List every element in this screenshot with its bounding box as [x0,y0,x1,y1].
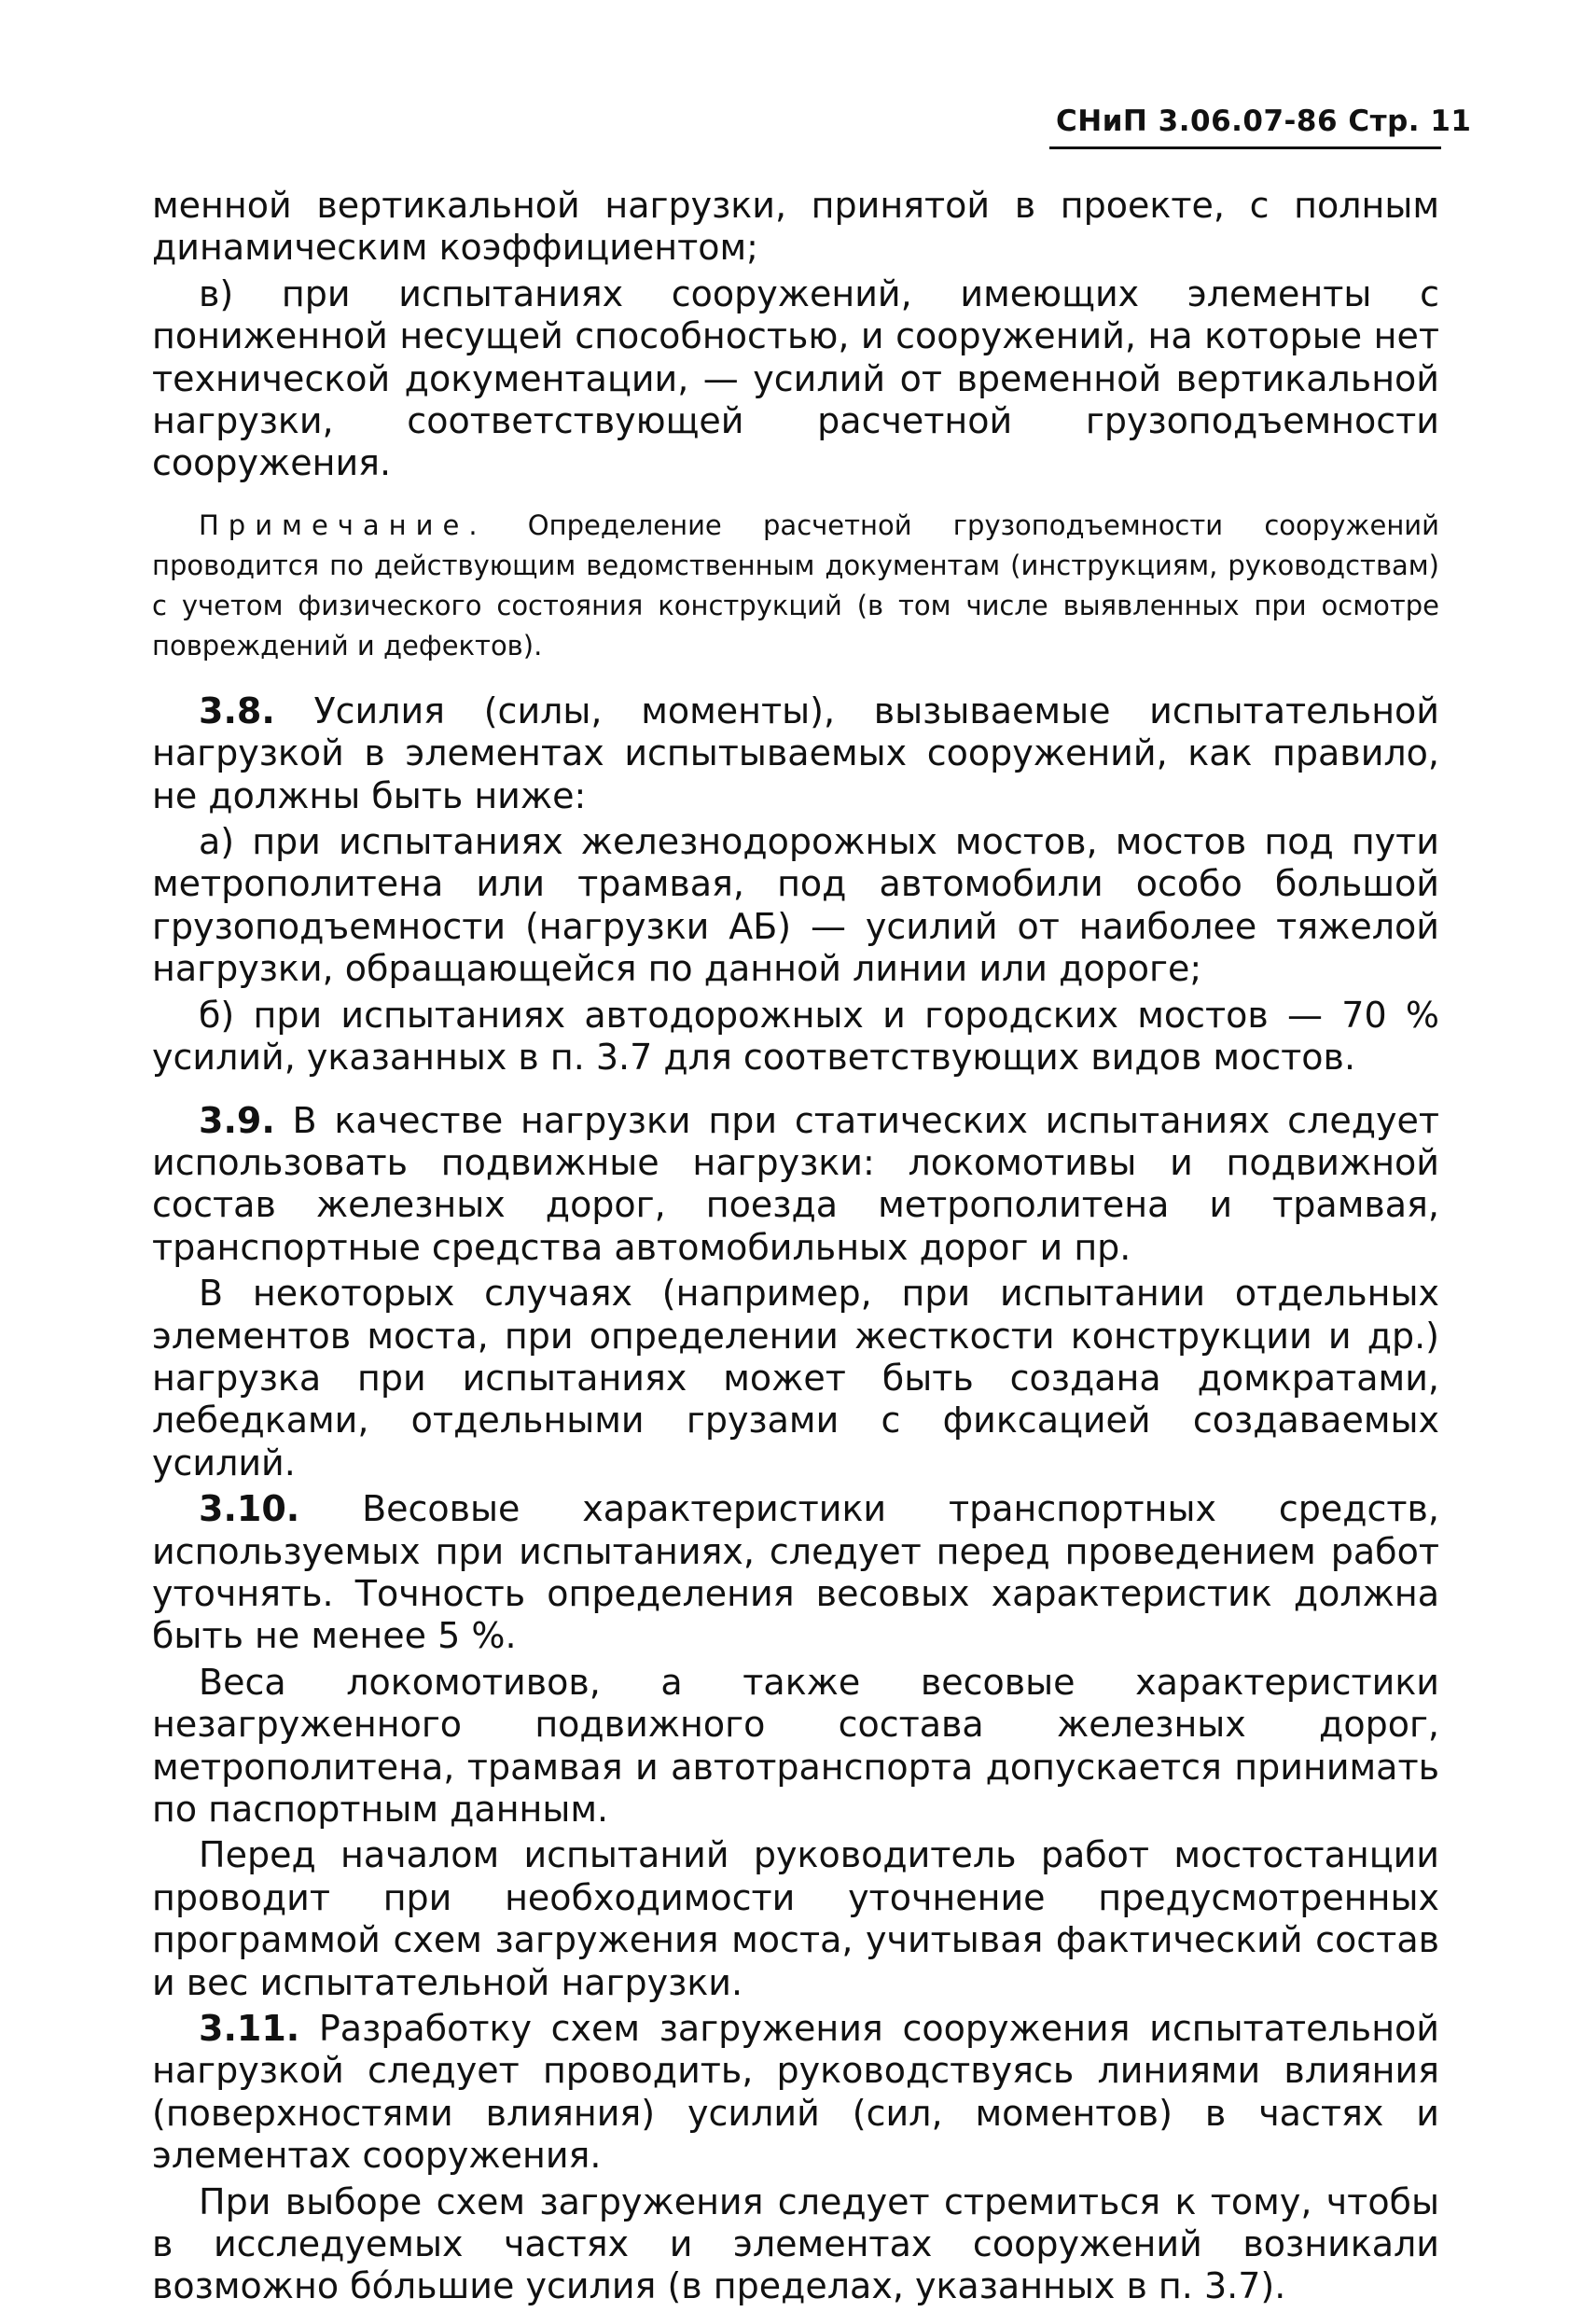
section-3-11-paragraph: При выборе схем загружения следует стремиться к тому, чтобы в исследуемых частях и элементах сооружений возникали возможно бо́льшие усилия (в пределах, указанных в п. 3.7). [152,2180,1439,2307]
section-3-10-paragraph-c: Перед началом испытаний руководитель работ мостостанции проводит при необходимости уточнение предусмотренных программой схем загружения моста, учитывая фактический состав и вес испытательной нагрузки. [152,1834,1439,2003]
section-3-9 [152,1100,1439,1270]
page-header: СНиП 3.06.07-86 Стр. 11 [1056,104,1472,138]
section-3-10 [152,1488,1439,1658]
section-text: Разработку схем загружения сооружения испытательной нагрузкой следует проводить, руководствуясь линиями влияния (поверхностями влияния) усилий (сил, моментов) в частях и элементах сооружения. [152,2008,1439,2177]
paragraph-item-v: в) при испытаниях сооружений, имеющих элементы с пониженной несущей способностью, и сооружений, на которые нет технической документации, — усилий от временной вертикальной нагрузки, соответствующей расчетной грузоподъемности сооружения. [152,272,1439,484]
section-3-9-paragraph: В некоторых случаях (например, при испытании отдельных элементов моста, при определении жесткости конструкции и др.) нагрузка при испытаниях может быть создана домкратами, лебедками, отдельными грузами с фиксацией создаваемых усилий. [152,1273,1439,1483]
section-text: Весовые характеристики транспортных средств, используемых при испытаниях, следует перед проведением работ уточнять. Точность определения весовых характеристик должна быть не менее 5 %. [152,1488,1439,1657]
section-3-8 [152,690,1439,817]
note-paragraph [152,506,1439,666]
section-text: В качестве нагрузки при статических испытаниях следует использовать подвижные нагрузки: локомотивы и подвижной состав железных дорог, поезда метрополитена и трамвая, транспортные средства автомобильных дорог и пр. [152,1099,1439,1268]
note-text: Определение расчетной грузоподъемности сооружений проводится по действующим ведомственным документам (инструкциям, руководствам) с учетом физического состояния конструкций (в том числе выявленных при осмотре повреждений и дефектов). [152,508,1439,662]
section-3-10-paragraph-b: Веса локомотивов, а также весовые характеристики незагруженного подвижного состава железных дорог, метрополитена, трамвая и автотранспорта допускается принимать по паспортным данным. [152,1661,1439,1830]
header-rule [1049,146,1441,149]
document-body [152,185,1439,2312]
section-text: Усилия (силы, моменты), вызываемые испытательной нагрузкой в элементах испытываемых сооружений, как правило, не должны быть ниже: [152,689,1439,816]
section-number: 3.8. [199,689,275,731]
section-number: 3.9. [199,1099,275,1141]
section-3-11 [152,2008,1439,2178]
section-number: 3.10. [199,1488,300,1530]
note-label: Примечание. [199,508,487,541]
paragraph-continuation: менной вертикальной нагрузки, принятой в проекте, с полным динамическим коэффициентом; [152,185,1439,269]
section-number: 3.11. [199,2008,300,2050]
section-3-8-item-b: б) при испытаниях автодорожных и городских мостов — 70 % усилий, указанных в п. 3.7 для соответствующих видов мостов. [152,994,1439,1079]
section-3-8-item-a: а) при испытаниях железнодорожных мостов, мостов под пути метрополитена или трамвая, под автомобили особо большой грузоподъемности (нагрузки АБ) — усилий от наиболее тяжелой нагрузки, обращающейся по данной линии или дороге; [152,821,1439,990]
